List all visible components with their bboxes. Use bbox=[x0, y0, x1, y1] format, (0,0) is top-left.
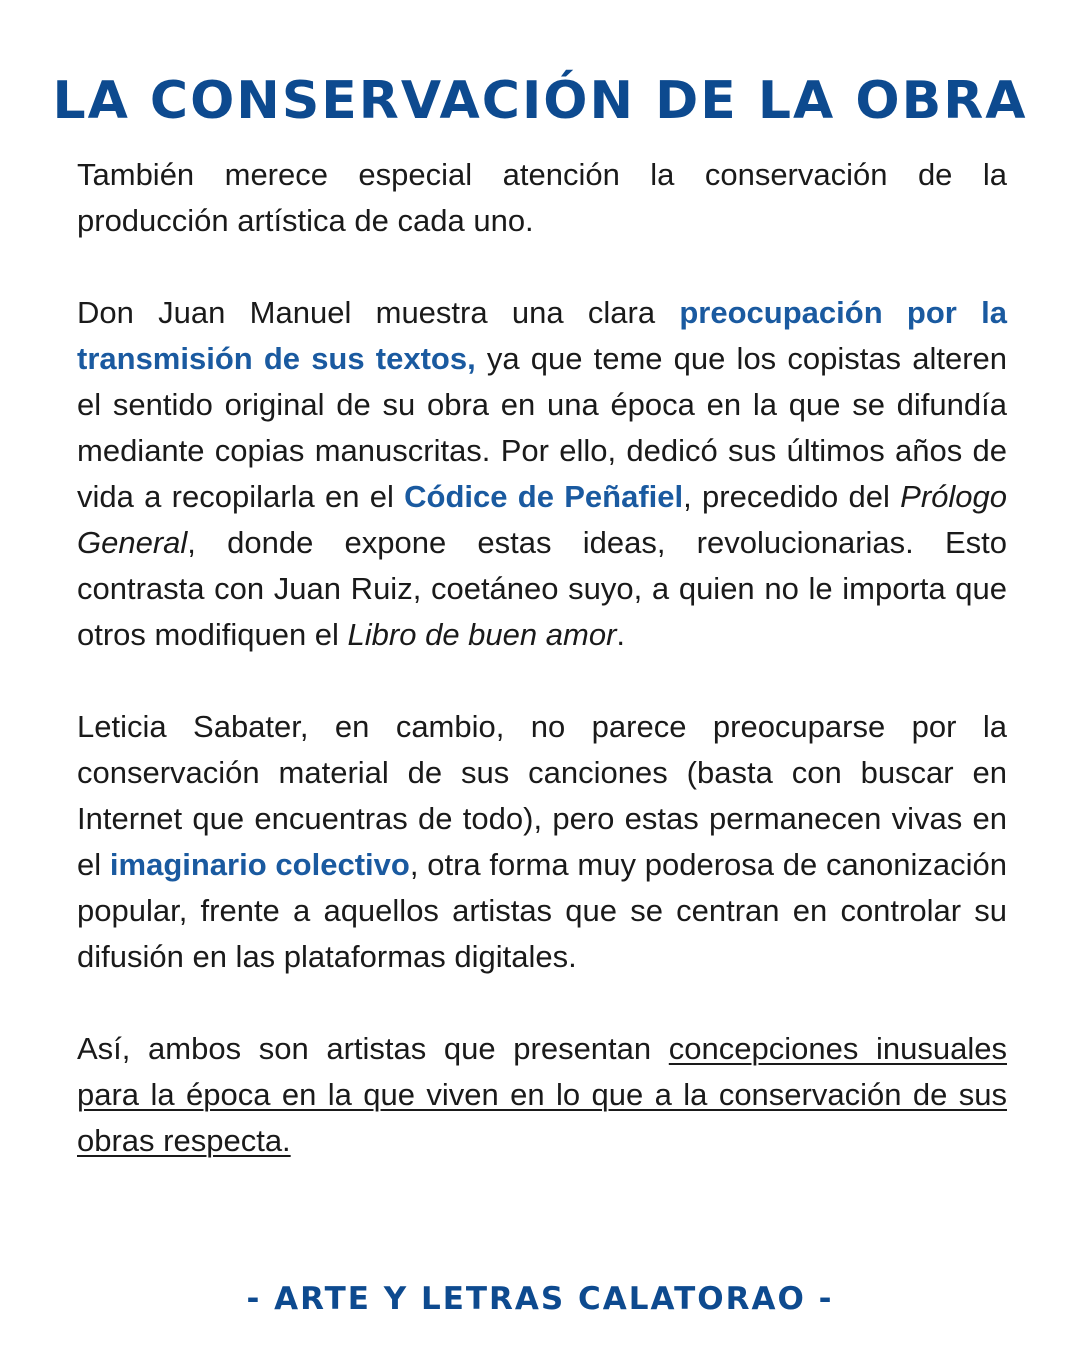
paragraph-conclusion bbox=[77, 1026, 1007, 1164]
paragraph-text: , otra forma muy poderosa de canonización popular, frente a aquellos artistas que se centran en controlar su difusión en las plataformas digitales. bbox=[77, 847, 1007, 974]
highlight-codice: Códice de Peñafiel bbox=[404, 479, 684, 514]
highlight-transmision: preocupación por la transmisión de sus textos, bbox=[77, 295, 1007, 376]
paragraph-text: Leticia Sabater, en cambio, no parece preocuparse por la conservación material de sus canciones (basta con buscar en Internet que encuentras de todo), pero estas permanecen vivas en el bbox=[77, 709, 1007, 882]
underlined-conclusion: concepciones inusuales para la época en la que viven en lo que a la conservación de sus obras respecta. bbox=[77, 1031, 1007, 1158]
italic-libro: Libro de buen amor bbox=[347, 617, 617, 652]
paragraph-text: . bbox=[616, 617, 626, 652]
paragraph-text: , donde expone estas ideas, revolucionarias. Esto contrasta con Juan Ruiz, coetáneo suyo, a quien no le importa que otros modifiquen el bbox=[77, 525, 1007, 652]
paragraph-text: Don Juan Manuel muestra una clara bbox=[77, 295, 680, 330]
paragraph-text: , precedido del bbox=[683, 479, 901, 514]
highlight-imaginario: imaginario colectivo bbox=[109, 847, 410, 882]
footer-signature: - ARTE Y LETRAS CALATORAO - bbox=[246, 1281, 834, 1317]
article-body bbox=[77, 152, 1007, 1164]
page-title: LA CONSERVACIÓN DE LA OBRA bbox=[52, 71, 1028, 131]
paragraph-leticia-sabater bbox=[77, 704, 1007, 980]
paragraph-don-juan-manuel bbox=[77, 290, 1007, 658]
paragraph-intro bbox=[77, 152, 1007, 244]
italic-prologo: Prólogo General bbox=[77, 479, 1007, 560]
paragraph-intro-text: También merece especial atención la conservación de la producción artística de cada uno. bbox=[77, 157, 1007, 238]
paragraph-text: ya que teme que los copistas alteren el sentido original de su obra en una época en la que se difundía mediante copias manuscritas. Por ello, dedicó sus últimos años de vida a recopilarla en el bbox=[77, 341, 1008, 514]
paragraph-text: Así, ambos son artistas que presentan bbox=[77, 1031, 669, 1066]
